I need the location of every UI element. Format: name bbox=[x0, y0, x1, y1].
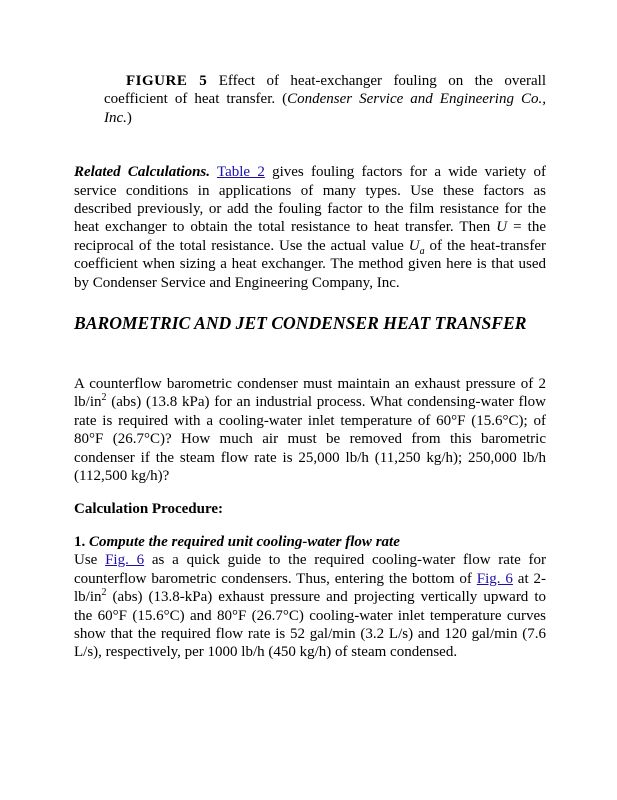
related-text-1: gives fouling factors for a wide variety of service conditions in applications of many types. Use these factors as described previously, or add the fouling factor to the film resistance for the heat exchanger to obtain the total resistance to heat transfer. Then bbox=[74, 164, 547, 236]
step-1-body bbox=[74, 551, 546, 661]
figure-caption bbox=[74, 72, 546, 127]
section-heading: BAROMETRIC AND JET CONDENSER HEAT TRANSFER bbox=[74, 313, 527, 334]
calculation-procedure-heading: Calculation Procedure: bbox=[74, 500, 224, 517]
figure-label: FIGURE 5 bbox=[126, 73, 208, 89]
problem-statement bbox=[74, 375, 546, 485]
related-calculations-paragraph bbox=[74, 163, 546, 292]
problem-text-2: (abs) (13.8 kPa) for an industrial process. What condensing-water flow rate is required with a cooling-water inlet temperature of 60°F (15.6°C); of 80°F (26.7°C)? How much air must be removed from this barometric condenser if the steam flow rate is 25,000 lb/h (11,250 kg/h); 250,000 lb/h (112,500 kg/h)? bbox=[74, 394, 547, 485]
fig-6-link[interactable]: Fig. 6 bbox=[105, 552, 145, 569]
step-1-use: Use bbox=[74, 552, 98, 569]
step-1-text-2: at 2-lb/in bbox=[74, 570, 546, 606]
related-text-2: = the reciprocal of the total resistance. Use the actual value bbox=[74, 219, 546, 254]
step-1-text-1: as a quick guide to the required cooling-water flow rate for counterflow barometric condensers. Thus, entering the bottom of bbox=[74, 552, 547, 587]
figure-caption-close: ) bbox=[126, 109, 132, 126]
related-calculations-heading: Related Calculations. bbox=[74, 164, 210, 181]
figure-caption-source: Condenser Service and Engineering Co., Inc. bbox=[104, 91, 546, 126]
figure-caption-text: Effect of heat-exchanger fouling on the overall coefficient of heat transfer. ( bbox=[104, 73, 547, 108]
fig-6-link-second[interactable]: Fig. 6 bbox=[476, 570, 513, 587]
variable-ua: $U_a$ bbox=[408, 237, 425, 257]
step-1-superscript: 2 bbox=[101, 587, 107, 599]
document-page bbox=[74, 72, 546, 662]
variable-u: U bbox=[496, 219, 508, 236]
step-1-number: 1. bbox=[74, 533, 86, 550]
step-1-text-3: (abs) (13.8-kPa) exhaust pressure and projecting vertically upward to the 60°F (15.6°C) and 80°F (26.7°C) cooling-water inlet temperature curves show that the required flow rate is 52 gal/min (3.2 L/s) and 120 gal/min (7.6 L/s), respectively, per 1000 lb/h (450 kg/h) of steam condensed. bbox=[74, 589, 546, 661]
step-1-heading: Compute the required unit cooling-water flow rate bbox=[89, 533, 400, 550]
problem-text-1: A counterflow barometric condenser must maintain an exhaust pressure of 2 lb/in bbox=[74, 376, 546, 411]
problem-superscript: 2 bbox=[101, 392, 107, 404]
related-text-3: of the heat-transfer coefficient when sizing a heat exchanger. The method given here is that used by Condenser Service and Engineering Company, Inc. bbox=[74, 237, 547, 291]
table-2-link[interactable]: Table 2 bbox=[216, 164, 265, 181]
step-1-title bbox=[74, 533, 546, 551]
